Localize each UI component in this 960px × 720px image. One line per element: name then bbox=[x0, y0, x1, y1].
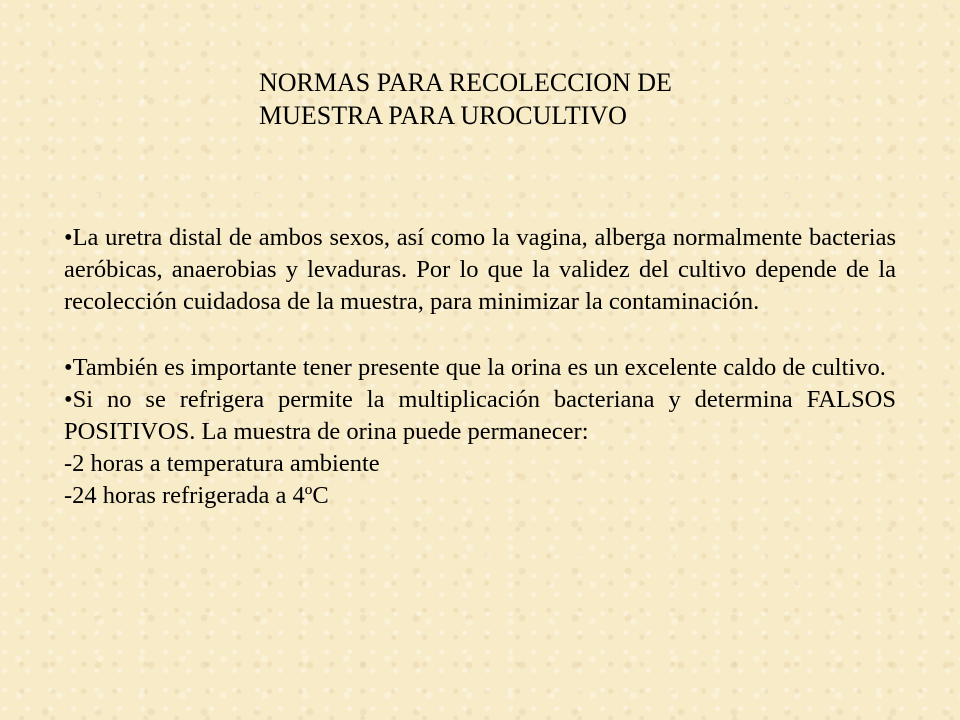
slide-body bbox=[64, 222, 896, 512]
slide-title-line-2: MUESTRA PARA UROCULTIVO bbox=[259, 101, 627, 130]
bullet-paragraph-3: •Si no se refrigera permite la multiplicación bacteriana y determina FALSOS POSITIVOS. La muestra de orina puede permanecer: bbox=[64, 386, 896, 445]
condition-refrigerated: -24 horas refrigerada a 4ºC bbox=[64, 482, 329, 509]
slide-title bbox=[259, 66, 819, 132]
bullet-paragraph-2: •También es importante tener presente que la orina es un excelente caldo de cultivo. bbox=[64, 354, 886, 381]
slide-title-line-1: NORMAS PARA RECOLECCION DE bbox=[259, 68, 672, 97]
condition-room-temperature: -2 horas a temperatura ambiente bbox=[64, 450, 380, 477]
bullet-paragraph-1: •La uretra distal de ambos sexos, así como la vagina, alberga normalmente bacterias aeróbicas, anaerobias y levaduras. Por lo que la validez del cultivo depende de la recolección cuidadosa de la muestra, para minimizar la contaminación. bbox=[64, 224, 896, 315]
